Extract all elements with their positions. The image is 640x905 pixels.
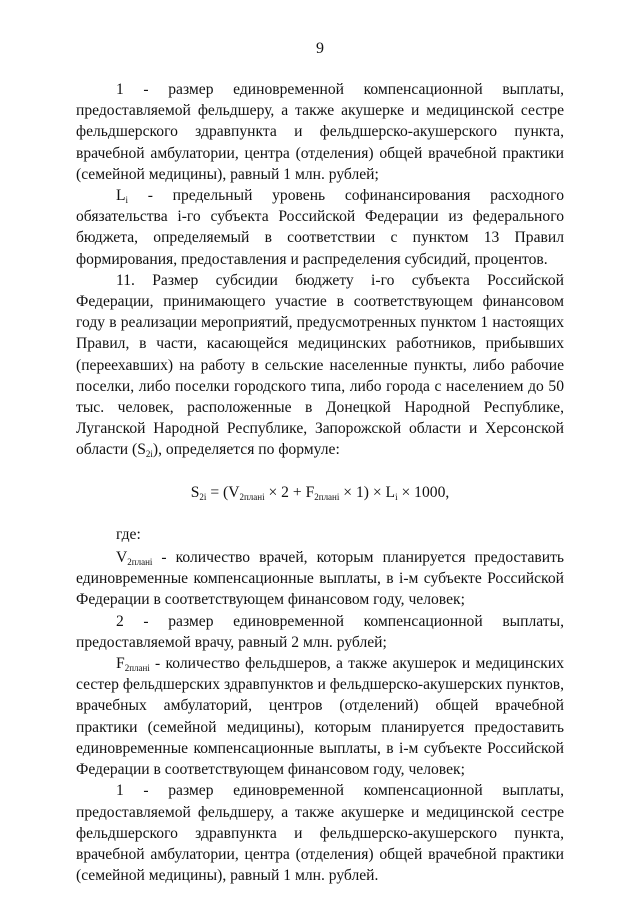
formula-part: × 1) × L [339, 483, 396, 501]
paragraph-text: ), определяется по формуле: [152, 441, 340, 459]
definition-two-million [76, 611, 564, 653]
page-number: 9 [316, 40, 324, 57]
variable-name: 1 [116, 782, 124, 800]
where-label: где: [116, 525, 141, 543]
definition-text: - размер единовременной компенсационной выплаты, предоставляемой фельдшеру, а также акушерке и медицинской сестре фельдшерского здравпункта и фельдшерско-акушерского пункта, врачебной амбулатории, центра (отделения) общей врачебной практики (семейной медицины), равный 1 млн. рублей. [76, 782, 564, 885]
definition-text: - предельный уровень софинансирования расходного обязательства i-го субъекта Российской Федерации из федерального бюджета, определяемый в соответствии с пунктом 13 Правил формирования, предоставления и распределения субсидий, процентов. [76, 187, 564, 268]
paragraph-11 [76, 270, 564, 461]
variable-subscript: i [125, 195, 129, 206]
variable-subscript: 2i [145, 449, 153, 460]
formula-subscript: 2i [199, 491, 207, 502]
variable-name: 2 [116, 612, 124, 630]
definition-lead: 1 - [116, 81, 169, 98]
definition-text: размер единовременной компенсационной выплаты, предоставляемой фельдшеру, а также акушерке и медицинской сестре фельдшерского здравпункта и фельдшерско-акушерского пункта, врачебной амбулатории, центра (отделения) общей врачебной практики (семейной медицины), равный 1 млн. рублей; [76, 81, 564, 183]
formula-part: × 2 + F [264, 483, 315, 501]
variable-subscript: 2планi [124, 663, 150, 674]
formula-lhs: S [190, 483, 200, 501]
variable-subscript: 2планi [127, 557, 153, 568]
formula-part: = (V [206, 483, 240, 501]
definition-f [76, 653, 564, 780]
formula-subscript: 2планi [239, 491, 265, 502]
paragraph-text: 11. Размер субсидии бюджету i-го субъекта Российской Федерации, принимающего участие в соответствующем финансовом году в реализации мероприятий, предусмотренных пунктом 1 настоящих Правил, в части, касающейся медицинских работников, прибывших (переехавших) на работу в сельские населенные пункты, либо рабочие поселки, либо поселки городского типа, либо города с населением до 50 тыс. человек, расположенные в Донецкой Народной Республике, Луганской Народной Республике, Запорожской области и Херсонской области (S [76, 271, 564, 459]
formula-subscript: 2планi [314, 491, 340, 502]
definition-li [76, 185, 564, 270]
definition-text: - размер единовременной компенсационной выплаты, предоставляемой врачу, равный 2 млн. рублей; [76, 612, 564, 651]
document-body [76, 79, 564, 886]
variable-name: V [116, 549, 128, 567]
formula-subscript: i [395, 491, 398, 502]
formula-part: × 1000, [397, 483, 450, 501]
definition-text: - количество врачей, которым планируется предоставить единовременные компенсационные выплаты, в i-м субъекте Российской Федерации в соответствующем финансовом году, человек; [76, 549, 564, 609]
definition-one-million [76, 79, 564, 185]
variable-name: F [116, 655, 125, 673]
definition-text: - количество фельдшеров, а также акушерок и медицинских сестер фельдшерских здравпунктов и фельдшерско-акушерских пунктов, врачебных амбулаторий, центров (отделений) общей врачебной практики (семейной медицины), которым планируется предоставить единовременные компенсационные выплаты, в i-м субъекте Российской Федерации в соответствующем финансовом году, человек; [76, 655, 564, 779]
variable-name: L [116, 187, 126, 205]
definition-v [76, 547, 564, 611]
formula [76, 482, 564, 503]
definition-one-million-final [76, 780, 564, 886]
